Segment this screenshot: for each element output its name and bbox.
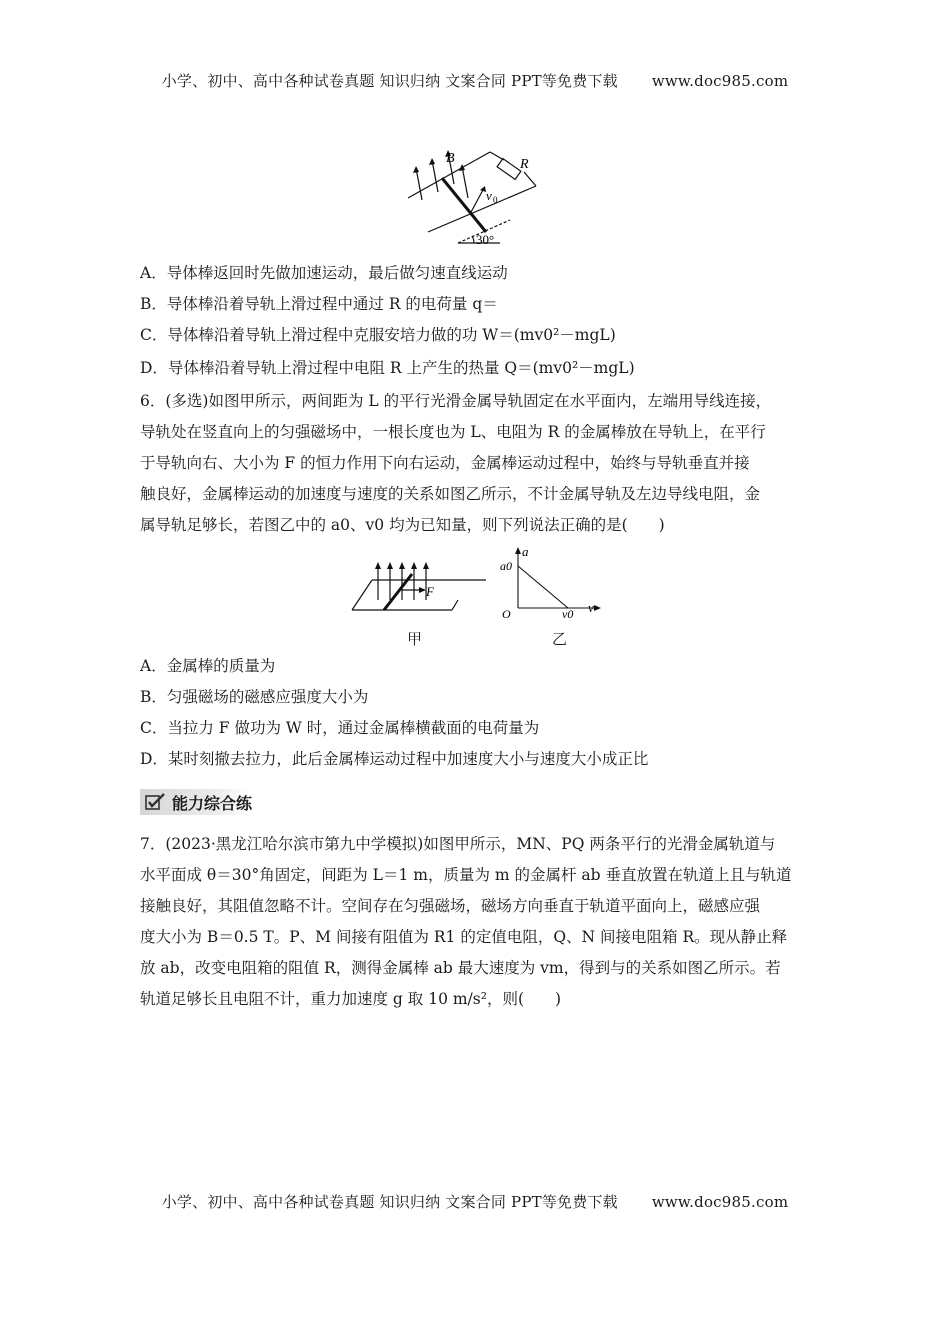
section-title: 能力综合练: [172, 793, 253, 813]
q6-line-2: 导轨处在竖直向上的匀强磁场中，一根长度也为 L、电阻为 R 的金属棒放在导轨上，在平行: [140, 423, 766, 441]
label-v0-sub: 0: [493, 195, 498, 205]
q7-line-1: 7．(2023·黑龙江哈尔滨市第九中学模拟)如图甲所示，MN、PQ 两条平行的光滑金属轨道与: [140, 835, 776, 853]
wire-top: [490, 152, 504, 160]
label-a: a: [522, 544, 529, 559]
label-v0-axis: v0: [562, 607, 574, 620]
field-arrow-2: [432, 160, 438, 192]
rail-left-edge: [352, 580, 372, 610]
footer-url[interactable]: www.doc985.com: [651, 1193, 789, 1211]
figure-yi: [496, 544, 606, 620]
resistor: [497, 159, 521, 180]
q6-line-4: 触良好，金属棒运动的加速度与速度的关系如图乙所示，不计金属导轨及左边导线电阻，金: [140, 485, 761, 503]
figure-inclined-rail: [400, 140, 550, 250]
label-R: R: [520, 157, 529, 172]
q5-option-a: A．导体棒返回时先做加速运动，最后做匀速直线运动: [140, 264, 508, 282]
q6-option-b: B．匀强磁场的磁感应强度大小为: [140, 688, 369, 706]
q5-option-d: D．导体棒沿着导轨上滑过程中电阻 R 上产生的热量 Q＝(mv0²－mgL): [140, 359, 635, 377]
force-arrowhead: [419, 587, 426, 593]
label-v: v: [588, 600, 594, 615]
q6-line-5: 属导轨足够长，若图乙中的 a0、v0 均为已知量，则下列说法正确的是( ): [140, 516, 665, 534]
label-F: F: [426, 584, 434, 599]
page-header: [0, 70, 950, 91]
arrowhead-1: [413, 166, 419, 173]
label-origin: O: [502, 607, 511, 620]
q7-line-3: 接触良好，其阻值忽略不计。空间存在匀强磁场，磁场方向垂直于轨道平面向上，磁感应强: [140, 897, 761, 915]
q6-option-d: D．某时刻撤去拉力，此后金属棒运动过程中加速度大小与速度大小成正比: [140, 750, 649, 768]
footer-text: 小学、初中、高中各种试卷真题 知识归纳 文案合同 PPT等免费下载: [161, 1193, 618, 1211]
rod: [442, 178, 486, 232]
q7-line-6: 轨道足够长且电阻不计，重力加速度 g 取 10 m/s²，则( ): [140, 990, 562, 1008]
axis-a-arrowhead: [515, 547, 521, 554]
label-a0: a0: [500, 559, 512, 573]
q6-line-1: 6．(多选)如图甲所示，两间距为 L 的平行光滑金属导轨固定在水平面内，左端用导线连接，: [140, 392, 772, 410]
figure-jia: [348, 560, 488, 620]
label-angle: 30°: [476, 232, 495, 247]
section-heading: [140, 789, 252, 815]
q5-option-c: C．导体棒沿着导轨上滑过程中克服安培力做的功 W＝(mv0²－mgL): [140, 326, 616, 344]
a-v-line: [518, 566, 568, 608]
caption-jia: 甲: [407, 630, 423, 648]
checkbox-pencil-icon: [144, 792, 166, 812]
b-arrowhead-3: [399, 562, 405, 569]
b-arrowhead-1: [375, 562, 381, 569]
field-arrow-4: [462, 166, 468, 198]
label-B: B: [446, 151, 455, 166]
q6-option-a: A．金属棒的质量为: [140, 657, 276, 675]
b-arrowhead-2: [387, 562, 393, 569]
header-url[interactable]: www.doc985.com: [651, 72, 789, 90]
header-text: 小学、初中、高中各种试卷真题 知识归纳 文案合同 PPT等免费下载: [161, 72, 618, 90]
q7-line-4: 度大小为 B＝0.5 T。P、M 间接有阻值为 R1 的定值电阻，Q、N 间接电阻箱 R。现从静止释: [140, 928, 788, 946]
label-v0: v: [486, 188, 492, 203]
b-arrowhead-4: [411, 562, 417, 569]
page-footer: [0, 1191, 950, 1212]
axis-v-arrowhead: [594, 605, 601, 611]
arrowhead-2: [429, 158, 435, 165]
q6-line-3: 于导轨向右、大小为 F 的恒力作用下向右运动，金属棒运动过程中，始终与导轨垂直并接: [140, 454, 750, 472]
plane-edge: [452, 600, 458, 610]
q5-option-b: B．导体棒沿着导轨上滑过程中通过 R 的电荷量 q＝: [140, 295, 498, 313]
velocity-arrow: [470, 188, 484, 214]
field-arrow-1: [416, 168, 422, 200]
q6-option-c: C．当拉力 F 做功为 W 时，通过金属棒横截面的电荷量为: [140, 719, 540, 737]
b-arrowhead-5: [423, 562, 429, 569]
q7-line-2: 水平面成 θ＝30°角固定，间距为 L＝1 m，质量为 m 的金属杆 ab 垂直放置在轨道上且与轨道: [140, 866, 792, 884]
angle-arc: [472, 236, 474, 243]
arrowhead-4: [459, 164, 465, 171]
caption-yi: 乙: [552, 630, 568, 648]
q7-line-5: 放 ab，改变电阻箱的阻值 R，测得金属棒 ab 最大速度为 vm，得到与的关系如图乙所示。若: [140, 959, 781, 977]
wire-bottom: [524, 172, 536, 186]
